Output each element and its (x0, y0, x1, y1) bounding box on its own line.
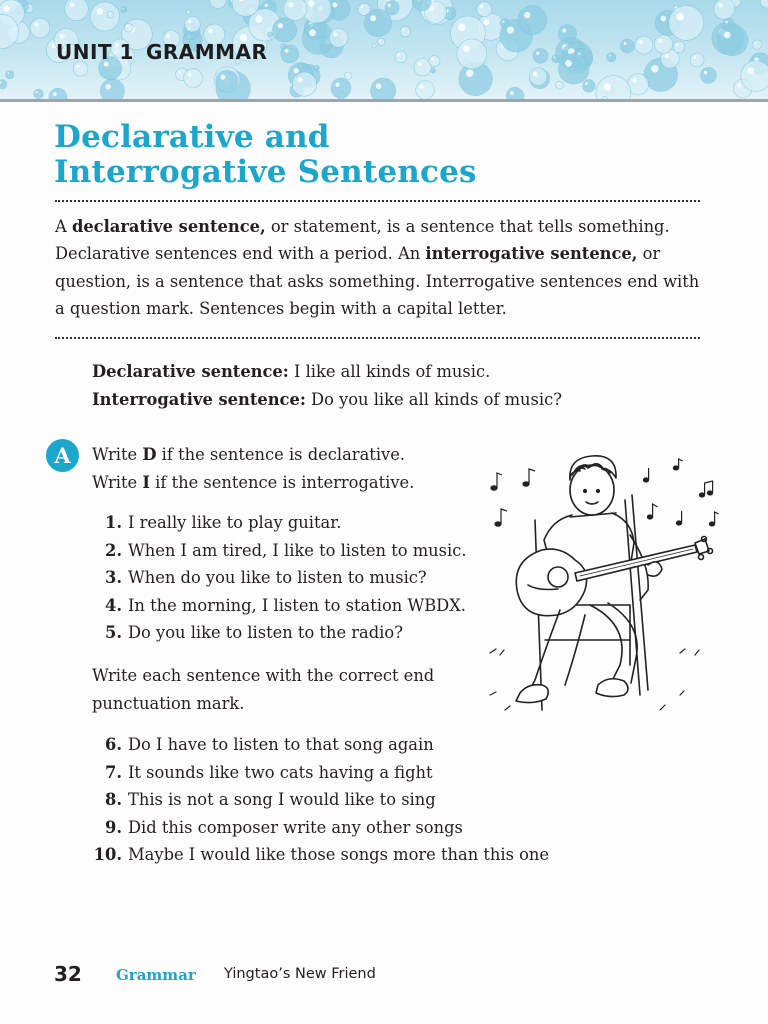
exercise-item (92, 814, 549, 842)
example-interrogative: Interrogative sentence: Do you like all kinds of music? (92, 390, 562, 409)
exercise-item (92, 592, 467, 620)
exercise-item (92, 786, 549, 814)
exercise-text: This is not a song I would like to sing (128, 790, 436, 810)
exercise-text: In the morning, I listen to station WBDX. (128, 595, 466, 615)
exercise-item (92, 841, 549, 869)
exercise-item (92, 509, 467, 537)
exercise-number: 9. (105, 817, 122, 837)
instruction-line-1: Write D if the sentence is declarative. (92, 445, 406, 464)
dotted-divider-top (55, 200, 700, 202)
exercise-text: When do you like to listen to music? (128, 568, 427, 588)
exercise-number: 10. (93, 845, 122, 865)
exercise-number: 6. (105, 735, 122, 754)
term-declarative: declarative sentence, (71, 217, 266, 236)
page-number: 32 (54, 962, 82, 986)
exercise-item (92, 619, 467, 647)
unit-number: UNIT 1 (56, 40, 134, 64)
exercise-list-1 (92, 509, 467, 647)
activity-instructions (92, 441, 414, 496)
header-band (0, 0, 768, 100)
exercise-number: 5. (105, 623, 122, 643)
exercise-text: It sounds like two cats having a fight (128, 762, 433, 782)
exercise-number: 7. (105, 762, 122, 782)
instruction-line-2: Write I if the sentence is interrogative. (92, 472, 415, 492)
unit-label (56, 40, 267, 64)
exercise-item (92, 537, 467, 565)
punctuation-instruction: Write each sentence with the correct end punctuation mark. (92, 666, 435, 713)
exercise-number: 1. (105, 513, 122, 532)
unit-section: GRAMMAR (145, 40, 268, 64)
boy-playing-guitar-illustration (480, 455, 720, 720)
intro-paragraph: A declarative sentence, or statement, is a sentence that tells something. Declarative sentences end with a period. An interrogative sentence, or question, is a sentence that asks something. Interrogative sentences end with a question mark. Sentences begin with a capital letter. (55, 217, 700, 318)
exercise-item (92, 759, 549, 787)
exercise-text: When I am tired, I like to listen to music. (128, 540, 467, 560)
exercise-text: I really like to play guitar. (128, 513, 342, 532)
exercise-number: 4. (105, 595, 122, 615)
activity-badge: A (46, 439, 79, 472)
exercise-text: Maybe I would like those songs more than this one (128, 845, 550, 865)
exercise-list-2 (92, 731, 549, 869)
exercise-text: Do I have to listen to that song again (128, 735, 434, 754)
exercise-number: 3. (105, 568, 122, 588)
exercise-number: 2. (105, 540, 122, 560)
example-declarative: Declarative sentence: I like all kinds of music. (92, 362, 491, 381)
footer-section-label: Grammar (116, 966, 196, 984)
examples-box (92, 358, 562, 414)
exercise-text: Did this composer write any other songs (128, 817, 463, 837)
exercise-text: Do you like to listen to the radio? (128, 623, 403, 643)
header-divider (0, 99, 768, 102)
exercise-item (92, 564, 467, 592)
dotted-divider-bottom (55, 337, 700, 339)
footer-story-title: Yingtao’s New Friend (224, 966, 376, 982)
title-line-2: Interrogative Sentences (54, 154, 477, 190)
title-line-1: Declarative and (54, 119, 330, 155)
term-interrogative: interrogative sentence, (425, 244, 638, 264)
page-title (54, 120, 477, 190)
exercise-number: 8. (105, 790, 122, 810)
exercise-item (92, 731, 549, 759)
